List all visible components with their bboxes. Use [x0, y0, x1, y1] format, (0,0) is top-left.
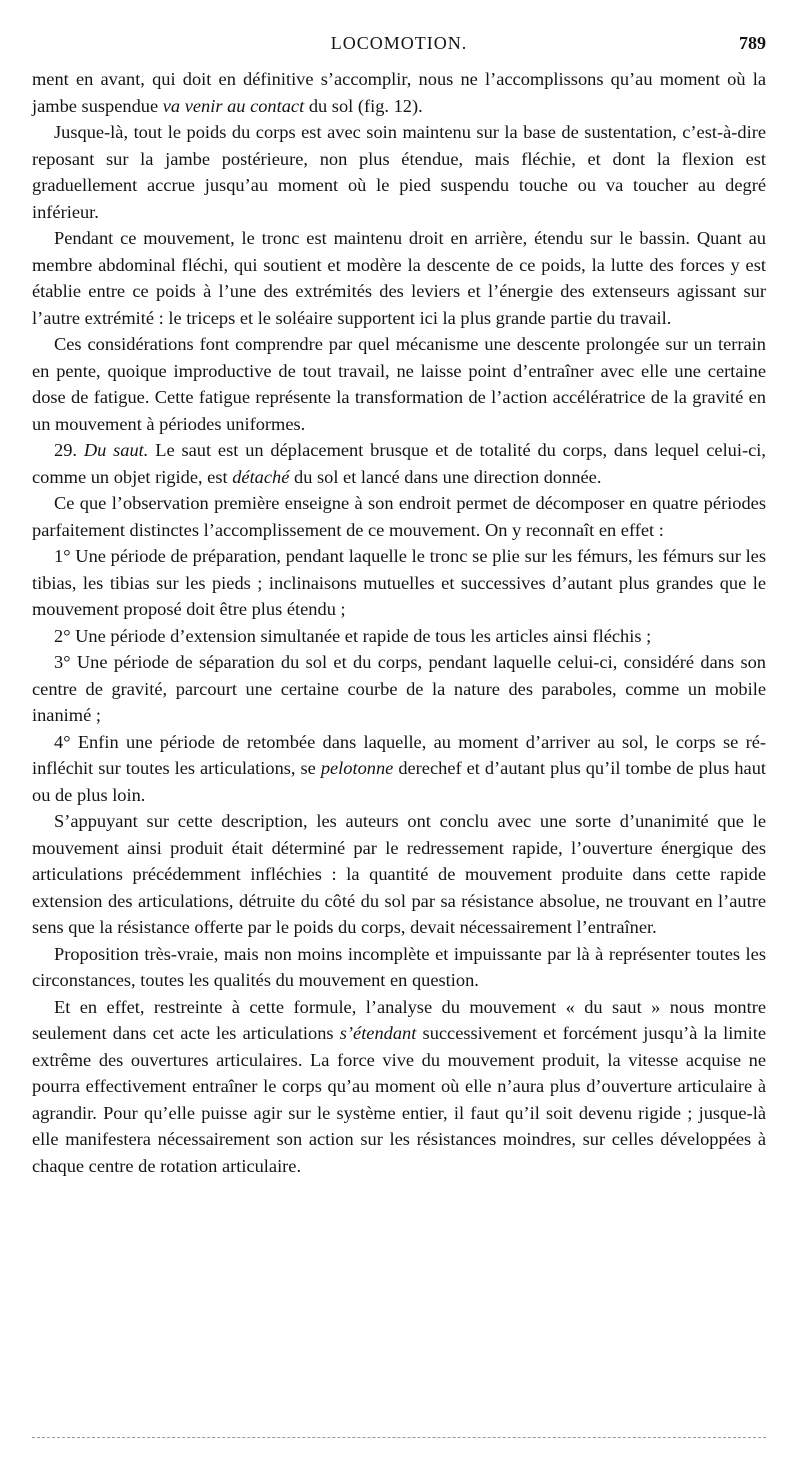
book-page	[32, 0, 766, 1476]
page-number: 789	[739, 33, 766, 53]
section-title: Du saut.	[83, 440, 149, 460]
list-item-period-2: 2° Une période d’extension simultanée et rapide de tous les articles ainsi fléchis ;	[54, 625, 652, 646]
section-du-saut: 29. Du saut. Le saut est un déplacement brusque et de totalité du corps, dans lequel celui-ci, comme un objet rigide, est détaché du sol et lancé dans une direction donnée.	[32, 440, 766, 487]
list-item-period-1: 1° Une période de préparation, pendant laquelle le tronc se plie sur les fémurs, les fémurs sur les tibias, les tibias sur les pieds ; inclinaisons mutuelles et successives d’autant plus grandes que le mouvement proposé doit être plus étendu ;	[32, 546, 766, 619]
running-head	[32, 33, 766, 59]
paragraph: S’appuyant sur cette description, les auteurs ont conclu avec une sorte d’unanimité que le mouvement ainsi produit était déterminé par le redressement rapide, l’ouverture énergique des articulations précédemment infléchies : la quantité de mouvement produite dans cette rapide extension des articulations, détruite du côté du sol par sa résistance absolue, ne trouvant en l’autre sens que la résistance offerte par le poids du corps, devait nécessairement l’entraîner.	[32, 811, 766, 937]
paragraph-continuation: ment en avant, qui doit en définitive s’accomplir, nous ne l’accomplissons qu’au moment où la jambe suspendue va venir au contact du sol (fig. 12).	[32, 69, 766, 116]
paragraph: Et en effet, restreinte à cette formule, l’analyse du mouvement « du saut » nous montre seulement dans cet acte les articulations s’étendant successivement et forcément jusqu’à la limite extrême des ouvertures articulaires. La force vive du mouvement produit, la vitesse acquise ne pourra effectivement entraîner le corps qu’au moment où elle n’aura plus d’ouverture articulaire à agrandir. Pour qu’elle puisse agir sur le système entier, il faut qu’il soit devenu rigide ; jusque-là elle manifestera nécessairement son action sur les résistances moindres, sur celles développées à chaque centre de rotation articulaire.	[32, 996, 766, 1176]
paragraph: Jusque-là, tout le poids du corps est avec soin maintenu sur la base de sustentation, c’est-à-dire reposant sur la jambe postérieure, non plus étendue, mais fléchie, et dont la flexion est graduellement accrue jusqu’au moment où le pied suspendu touche ou va toucher au degré inférieur.	[32, 122, 766, 222]
list-item-period-4: 4° Enfin une période de retombée dans laquelle, au moment d’arriver au sol, le corps se ré-infléchit sur toutes les articulations, se pelotonne derechef et d’autant plus qu’il tombe de plus haut ou de plus loin.	[32, 731, 766, 805]
paragraph: Proposition très-vraie, mais non moins incomplète et impuissante par là à représenter toutes les circonstances, toutes les qualités du mouvement en question.	[32, 943, 766, 990]
running-title: LOCOMOTION.	[330, 33, 468, 53]
paragraph: Pendant ce mouvement, le tronc est maintenu droit en arrière, étendu sur le bassin. Quant au membre abdominal fléchi, qui soutient et modère la descente de ce poids, la lutte des forces y est établie entre ce poids à l’une des extrémités des leviers et l’énergie des extenseurs agissant sur l’autre extrémité : le triceps et le soléaire supportent ici la plus grande partie du travail.	[32, 228, 766, 328]
list-item-period-3: 3° Une période de séparation du sol et du corps, pendant laquelle celui-ci, considéré dans son centre de gravité, parcourt une certaine courbe de la nature des paraboles, comme un mobile inanimé ;	[32, 652, 766, 725]
footer-rule	[32, 1437, 766, 1438]
paragraph: Ces considérations font comprendre par quel mécanisme une descente prolongée sur un terrain en pente, quoique improductive de tout travail, ne laisse point d’entraîner avec elle une certaine dose de fatigue. Cette fatigue représente la transformation de l’action accélératrice de la gravité en un mouvement à périodes uniformes.	[32, 334, 766, 434]
body-text	[32, 66, 766, 1179]
paragraph: Ce que l’observation première enseigne à son endroit permet de décomposer en quatre périodes parfaitement distinctes l’accomplissement de ce mouvement. On y reconnaît en effet :	[32, 493, 766, 540]
